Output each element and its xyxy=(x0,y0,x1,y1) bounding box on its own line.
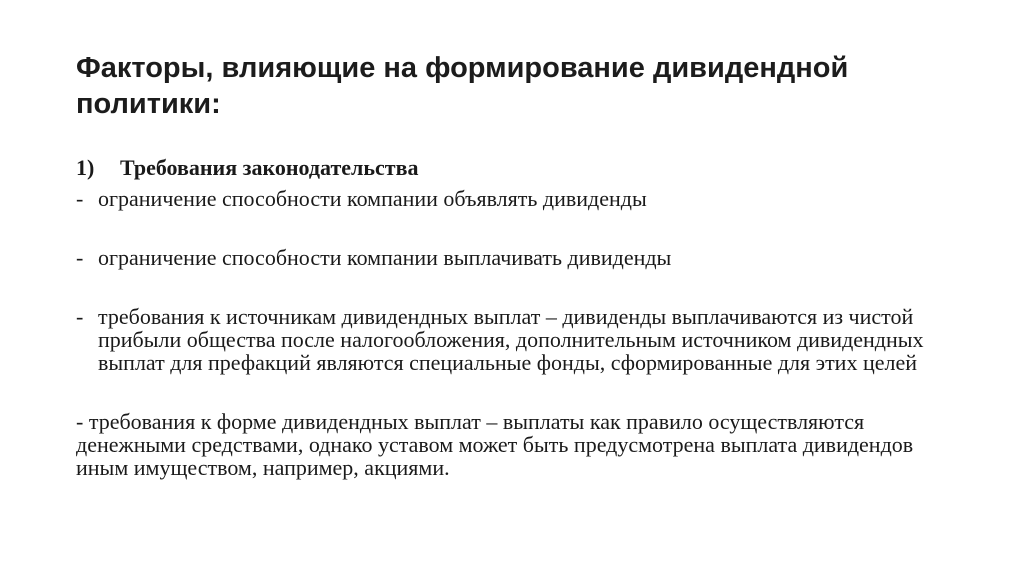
slide-content xyxy=(76,156,956,515)
slide-title: Факторы, влияющие на формирование дивидендной политики: xyxy=(76,52,849,120)
list-dash: - xyxy=(76,186,84,211)
list-item xyxy=(76,187,956,210)
list-item-text: требования к источникам дивидендных выплат – дивиденды выплачиваются из чистой прибыли общества после налогообложения, дополнительным источником дивидендных выплат для префакций являются специальные фонды, сформированные для этих целей xyxy=(98,304,924,375)
list-dash: - xyxy=(76,245,84,270)
section-heading-text: Требования законодательства xyxy=(120,155,419,180)
list-item-last: - требования к форме дивидендных выплат – выплаты как правило осуществляются денежными средствами, однако уставом может быть предусмотрена выплата дивидендов иным имуществом, например, акциями. xyxy=(76,409,914,480)
section-heading xyxy=(76,156,956,179)
list-item xyxy=(76,246,956,269)
list-item xyxy=(76,305,956,374)
section-number: 1) xyxy=(76,155,95,180)
list-item-text: ограничение способности компании объявлять дивиденды xyxy=(98,186,647,211)
list-item-text: ограничение способности компании выплачивать дивиденды xyxy=(98,245,672,270)
list-dash: - xyxy=(76,304,84,329)
